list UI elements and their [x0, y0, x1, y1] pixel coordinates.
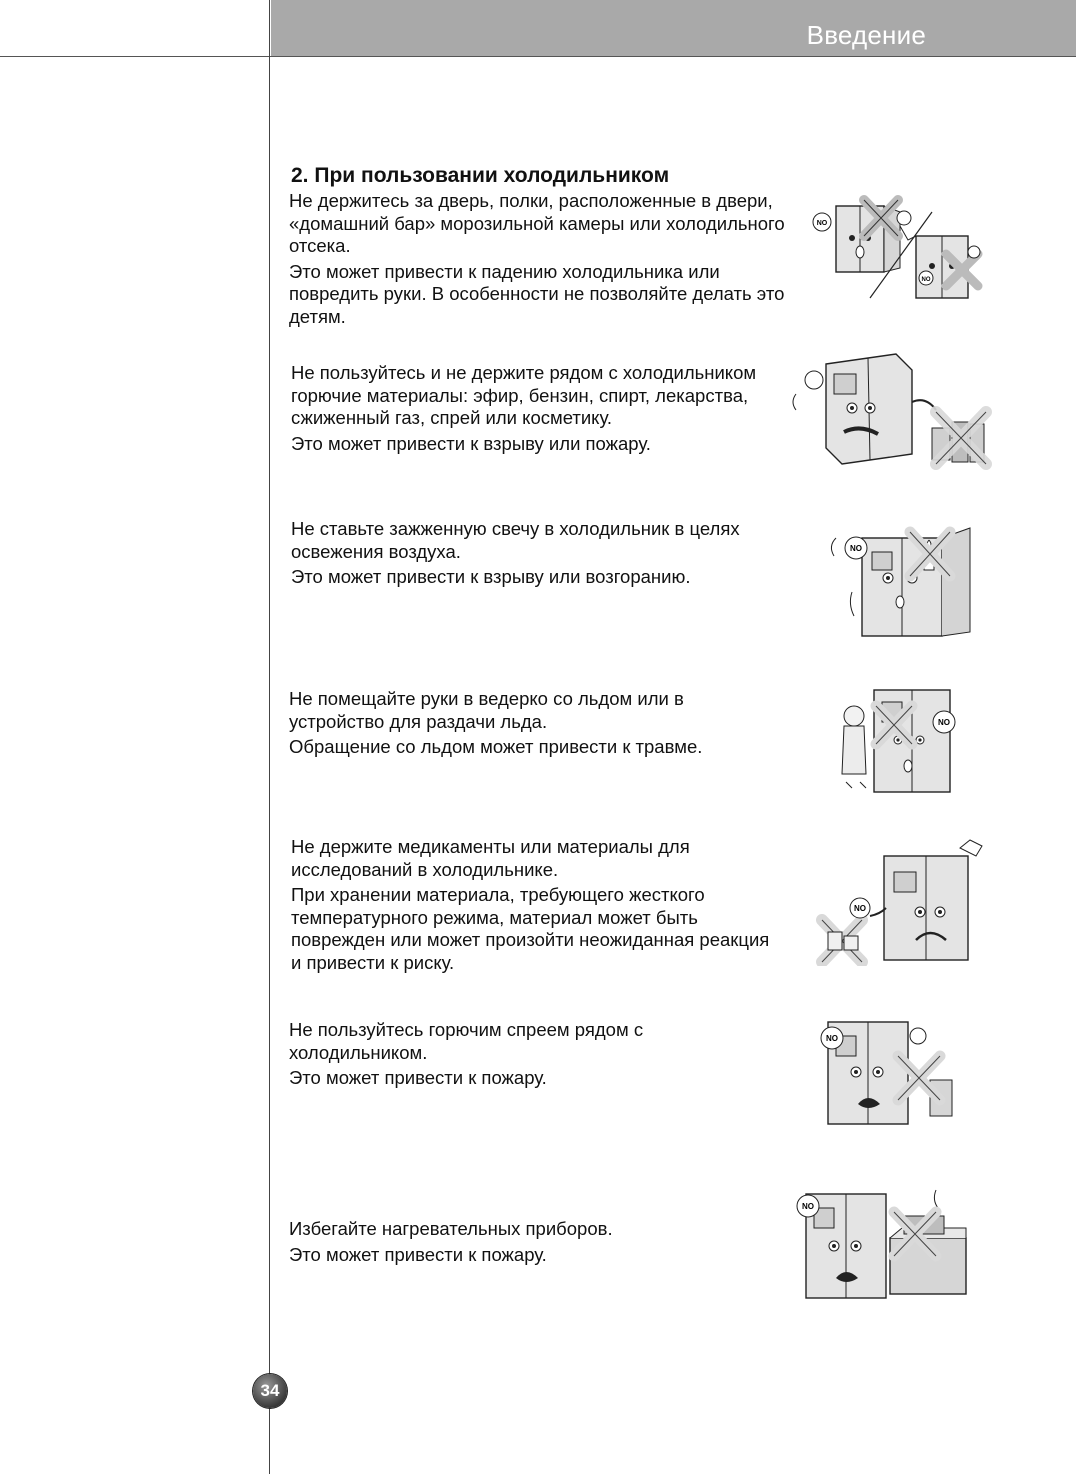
page-number-badge: 34: [253, 1374, 287, 1408]
illustration-ice: [836, 686, 966, 796]
illustration-spray: [806, 1016, 976, 1128]
warning-text: Избегайте нагревательных приборов.: [289, 1218, 613, 1239]
warning-text: Не держите медикаменты или материалы для исследований в холодильнике.: [291, 836, 690, 880]
header-bar: [271, 0, 1076, 56]
warning-block-medicine: [291, 836, 771, 974]
svg-text:NO: NO: [802, 1202, 814, 1211]
warning-text: Не пользуйтесь и не держите рядом с холодильником горючие материалы: эфир, бензин, спирт, лекарства, сжиженный газ, спрей или косметику.: [291, 362, 757, 428]
header-divider: [0, 56, 1076, 57]
warning-block-heater: [289, 1218, 729, 1266]
consequence-text: Это может привести к падению холодильника или повредить руки. В особенности не позволяйте делать это детям.: [289, 260, 785, 327]
no-sign-label: NO: [816, 220, 828, 227]
svg-text:NO: NO: [921, 277, 931, 283]
illustration-candle: [822, 522, 978, 642]
warning-block-door-hanging: [289, 190, 814, 328]
warning-block-flammables: [291, 362, 771, 455]
svg-text:NO: NO: [826, 1034, 838, 1043]
warning-text: Не пользуйтесь горючим спреем рядом с холодильником.: [289, 1019, 644, 1063]
svg-text:NO: NO: [850, 544, 862, 553]
warning-text: Не держитесь за дверь, полки, расположенные в двери, «домашний бар» морозильной камеры или холодильного отсека.: [289, 190, 785, 256]
section-title: 2. При пользовании холодильником: [291, 164, 670, 187]
warning-text: Не помещайте руки в ведерко со льдом или в устройство для раздачи льда.: [289, 688, 684, 732]
illustration-heater: [786, 1186, 976, 1304]
consequence-text: Это может привести к пожару.: [289, 1067, 547, 1088]
svg-text:NO: NO: [938, 718, 950, 727]
consequence-text: Это может привести к пожару.: [289, 1243, 547, 1265]
illustration-flammables: [786, 350, 996, 474]
section-header-title: Введение: [806, 20, 926, 50]
consequence-text: Обращение со льдом может привести к травме.: [289, 736, 703, 757]
warning-block-spray: [289, 1019, 729, 1090]
consequence-text: Это может привести к взрыву или пожару.: [291, 432, 651, 454]
warning-block-ice: [289, 688, 769, 759]
svg-text:NO: NO: [854, 904, 866, 913]
warning-block-candle: [291, 518, 811, 589]
illustration-door-hanging: [808, 192, 998, 304]
margin-rule: [269, 0, 270, 1474]
consequence-text: Это может привести к взрыву или возгоранию.: [291, 566, 691, 587]
consequence-text: При хранении материала, требующего жесткого температурного режима, материал может быть поврежден или может произойти неожиданная реакция и привести к риску.: [291, 884, 770, 973]
illustration-medicine: [810, 836, 990, 966]
warning-text: Не ставьте зажженную свечу в холодильник в целях освежения воздуха.: [291, 518, 740, 562]
